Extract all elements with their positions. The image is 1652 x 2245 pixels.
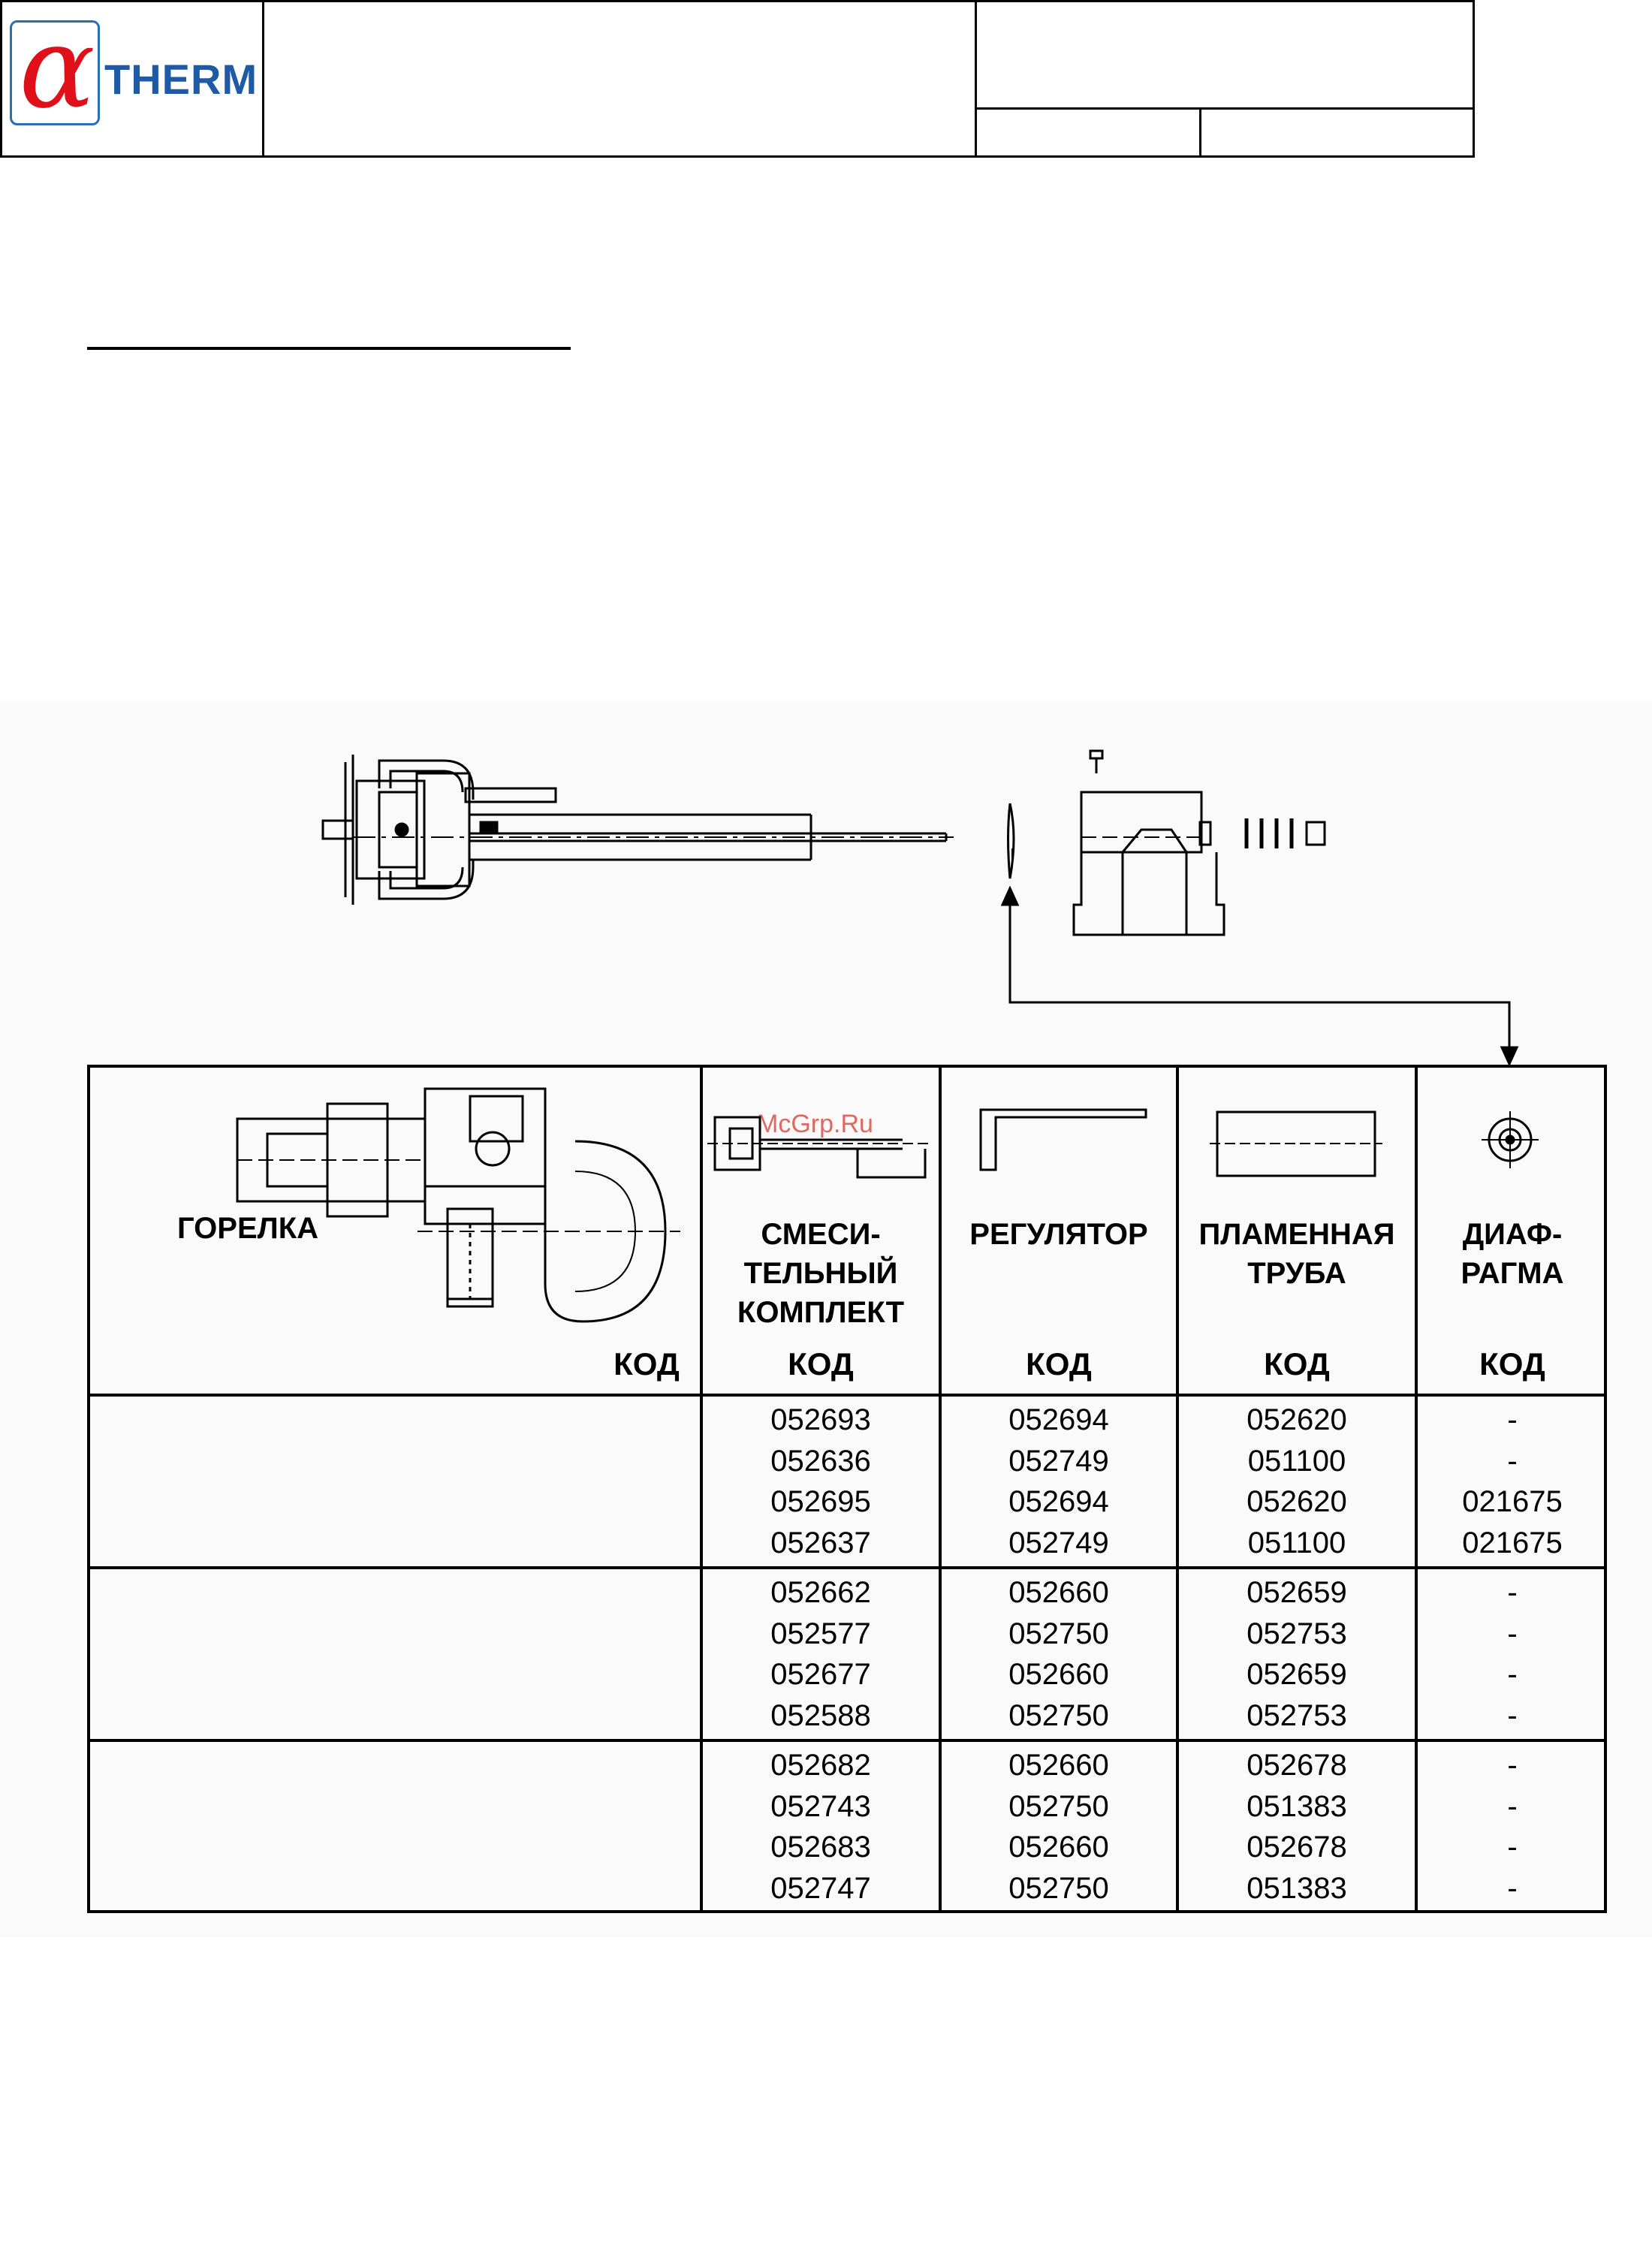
code-cell: 052749 [1008, 1444, 1109, 1478]
watermark-text: McGrp.Ru [757, 1110, 873, 1138]
code-cell: 052637 [770, 1526, 871, 1559]
code-cell: 052750 [1008, 1617, 1109, 1650]
code-cell: - [1507, 1617, 1518, 1650]
regulator-code-label: КОД [1026, 1346, 1092, 1382]
code-cell: 052694 [1008, 1403, 1109, 1436]
code-cell: 051383 [1247, 1789, 1347, 1823]
code-cell: 052694 [1008, 1485, 1109, 1518]
code-cell: 052683 [770, 1831, 871, 1864]
row-divider [87, 1394, 1607, 1397]
code-cell: - [1507, 1831, 1518, 1864]
header-divider [975, 2, 977, 155]
code-cell: 052577 [770, 1617, 871, 1650]
diaphragm-code-label: КОД [1479, 1346, 1545, 1382]
code-cell: 052677 [770, 1658, 871, 1691]
code-cell: - [1507, 1658, 1518, 1691]
code-cell: 052659 [1247, 1576, 1347, 1609]
code-cell: 051383 [1247, 1871, 1347, 1905]
mixing-head-drawing [323, 755, 954, 905]
header-divider [1199, 107, 1201, 155]
code-cell: 052743 [770, 1789, 871, 1823]
burner-column-header: ГОРЕЛКА [177, 1212, 318, 1245]
flame-tube-column-header: ПЛАМЕННАЯ ТРУБА [1198, 1218, 1395, 1290]
code-cell: 052753 [1247, 1698, 1347, 1732]
regulator-thumbnail [973, 1102, 1153, 1177]
exploded-view-drawing [0, 702, 1652, 1122]
mixing-head-thumbnail [707, 1102, 933, 1185]
mixing-code-label: КОД [788, 1346, 854, 1382]
header-divider [975, 107, 1473, 110]
code-cell: - [1507, 1444, 1518, 1478]
row-divider [87, 1566, 1607, 1569]
logo-alpha-symbol: α [19, 3, 95, 134]
code-cell: 052678 [1247, 1831, 1347, 1864]
code-cell: 021675 [1462, 1485, 1563, 1518]
diaphragm-disc-drawing [1008, 803, 1014, 878]
row-divider [87, 1739, 1607, 1742]
code-cell: - [1507, 1403, 1518, 1436]
diaphragm-thumbnail [1480, 1110, 1540, 1170]
burner-code-label: КОД [613, 1346, 680, 1382]
code-cell: 052659 [1247, 1658, 1347, 1691]
code-cell: 052660 [1008, 1658, 1109, 1691]
table-border [87, 1065, 90, 1913]
code-cell: 051100 [1247, 1526, 1346, 1559]
code-cell: - [1507, 1871, 1518, 1905]
code-cell: 052660 [1008, 1576, 1109, 1609]
code-cell: 052750 [1008, 1871, 1109, 1905]
code-cell: 052750 [1008, 1789, 1109, 1823]
code-cell: 052662 [770, 1576, 871, 1609]
code-cell: 052636 [770, 1444, 871, 1478]
code-cell: 052620 [1247, 1403, 1347, 1436]
code-cell: 052695 [770, 1485, 871, 1518]
diaphragm-column-header: ДИАФ- РАГМА [1461, 1218, 1564, 1290]
regulator-column-header: РЕГУЛЯТОР [969, 1218, 1148, 1251]
code-cell: 052747 [770, 1871, 871, 1905]
mixing-kit-column-header: СМЕСИ- ТЕЛЬНЫЙ КОМПЛЕКТ [737, 1218, 905, 1329]
code-cell: 051100 [1247, 1444, 1346, 1478]
code-cell: 052620 [1247, 1485, 1347, 1518]
connector-arrow [1002, 888, 1517, 1064]
code-cell: 052750 [1008, 1698, 1109, 1732]
flame-tube-code-label: КОД [1264, 1346, 1330, 1382]
code-cell: 052660 [1008, 1749, 1109, 1782]
code-cell: - [1507, 1789, 1518, 1823]
code-cell: - [1507, 1749, 1518, 1782]
code-cell: - [1507, 1698, 1518, 1732]
code-cell: 052693 [770, 1403, 871, 1436]
logo-text: THERM [104, 56, 258, 103]
code-cell: - [1507, 1576, 1518, 1609]
regulator-housing-drawing [1074, 751, 1325, 935]
table-border [87, 1065, 1607, 1068]
code-cell: 052588 [770, 1698, 871, 1732]
code-cell: 052753 [1247, 1617, 1347, 1650]
table-border [87, 1910, 1607, 1913]
parts-code-table [87, 1065, 1607, 1913]
header-divider [262, 2, 264, 155]
code-cell: 021675 [1462, 1526, 1563, 1559]
company-logo [10, 3, 100, 134]
document-header [0, 0, 1475, 158]
section-heading-underline [87, 347, 571, 350]
code-cell: 052678 [1247, 1749, 1347, 1782]
code-cell: 052682 [770, 1749, 871, 1782]
flame-tube-thumbnail [1210, 1108, 1382, 1183]
code-cell: 052660 [1008, 1831, 1109, 1864]
code-cell: 052749 [1008, 1526, 1109, 1559]
